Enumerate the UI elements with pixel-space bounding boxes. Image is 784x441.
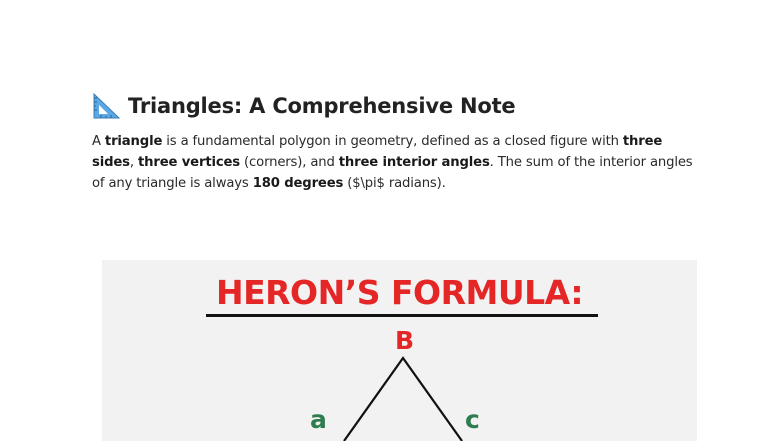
intro-text: , bbox=[129, 155, 138, 170]
intro-bold-term: three interior angles bbox=[338, 155, 490, 170]
page-title: Triangles: A Comprehensive Note bbox=[128, 94, 516, 118]
side-c-label: c bbox=[465, 405, 480, 434]
intro-bold-term: 180 degrees bbox=[252, 176, 344, 191]
intro-text: (corners), and bbox=[240, 155, 339, 170]
herons-formula-figure bbox=[102, 260, 697, 441]
intro-bold-term: triangle bbox=[104, 134, 163, 149]
triangular-ruler-icon bbox=[92, 93, 120, 119]
intro-text: . The sum of the interior angles of any triangle is always bbox=[92, 155, 693, 191]
side-a-label: a bbox=[310, 405, 327, 434]
vertex-b-label: B bbox=[395, 326, 415, 355]
intro-text: A bbox=[92, 134, 105, 149]
intro-text: is a fundamental polygon in geometry, defined as a closed figure with bbox=[162, 134, 623, 149]
intro-text: ($\pi$ radians). bbox=[343, 176, 446, 191]
intro-bold-term: three sides bbox=[92, 134, 663, 170]
triangle-edges bbox=[344, 358, 462, 441]
intro-paragraph bbox=[92, 131, 702, 194]
heading-row bbox=[92, 92, 515, 120]
figure-title: HERON’S FORMULA: bbox=[215, 273, 584, 312]
intro-bold-term: three vertices bbox=[137, 155, 241, 170]
